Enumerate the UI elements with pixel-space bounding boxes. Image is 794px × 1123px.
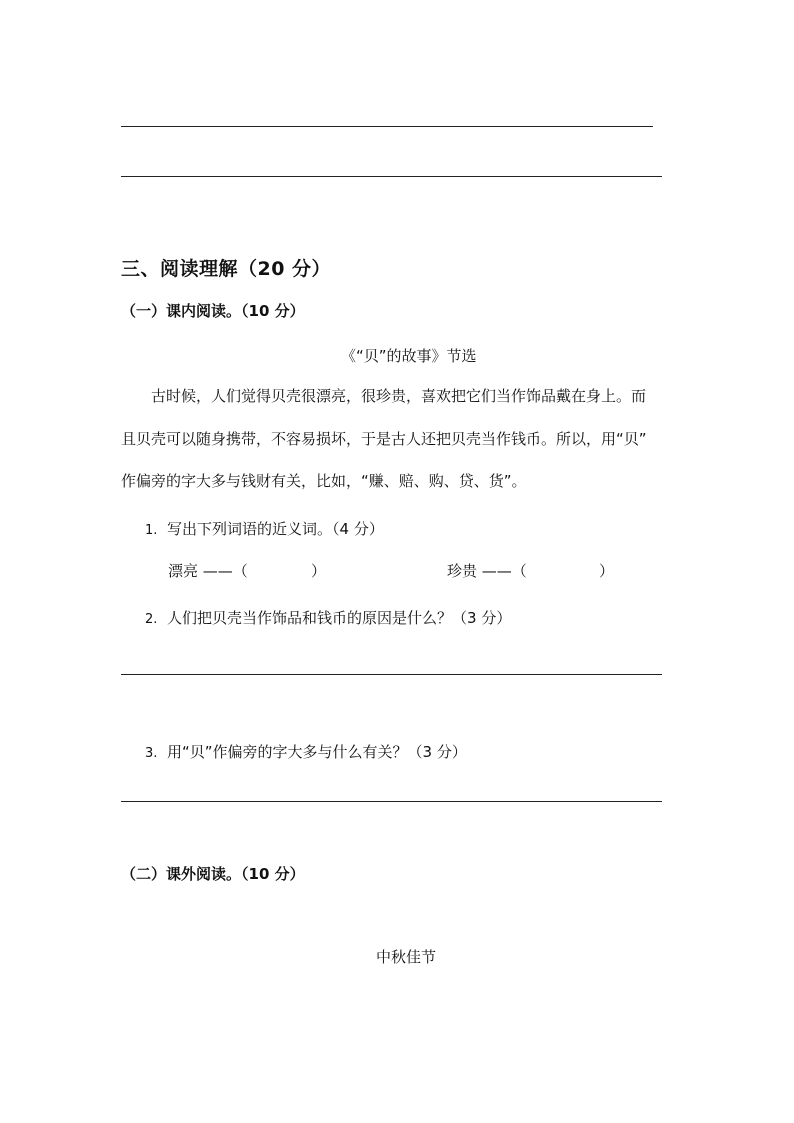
answer-line: [121, 674, 662, 675]
question-text: 用“贝”作偏旁的字大多与什么有关？（3 分）: [167, 743, 467, 761]
passage-line: 作偏旁的字大多与钱财有关，比如，“赚、赔、购、贷、货”。: [121, 472, 527, 490]
synonym-word: 漂亮 ——（: [168, 562, 248, 580]
question-number: 1.: [145, 523, 158, 538]
answer-line: [121, 126, 653, 127]
part2-title: （二）课外阅读。（10 分）: [121, 865, 305, 883]
question-number: 2.: [145, 612, 158, 627]
question-2: [145, 607, 511, 628]
synonym-item: [447, 560, 527, 581]
synonym-item: [168, 560, 248, 581]
question-text: 人们把贝壳当作饰品和钱币的原因是什么？（3 分）: [167, 609, 512, 627]
question-1: [145, 518, 384, 539]
passage-line: 古时候，人们觉得贝壳很漂亮，很珍贵，喜欢把它们当作饰品戴在身上。而: [151, 387, 647, 405]
passage-title: 中秋佳节: [376, 948, 437, 966]
synonym-word: 珍贵 ——（: [447, 562, 527, 580]
question-number: 3.: [145, 746, 158, 761]
part1-title: （一）课内阅读。（10 分）: [121, 302, 305, 320]
synonym-blank-close: ）: [599, 562, 615, 580]
synonym-blank-close: ）: [311, 562, 327, 580]
passage-line: 且贝壳可以随身携带，不容易损坏，于是古人还把贝壳当作钱币。所以，用“贝”: [121, 430, 647, 448]
question-text: 写出下列词语的近义词。（4 分）: [167, 520, 384, 538]
question-3: [145, 741, 467, 762]
section-title: 三、阅读理解（20 分）: [121, 258, 332, 280]
answer-line: [121, 176, 662, 177]
answer-line: [121, 801, 662, 802]
passage-title: 《“贝”的故事》节选: [341, 347, 477, 365]
